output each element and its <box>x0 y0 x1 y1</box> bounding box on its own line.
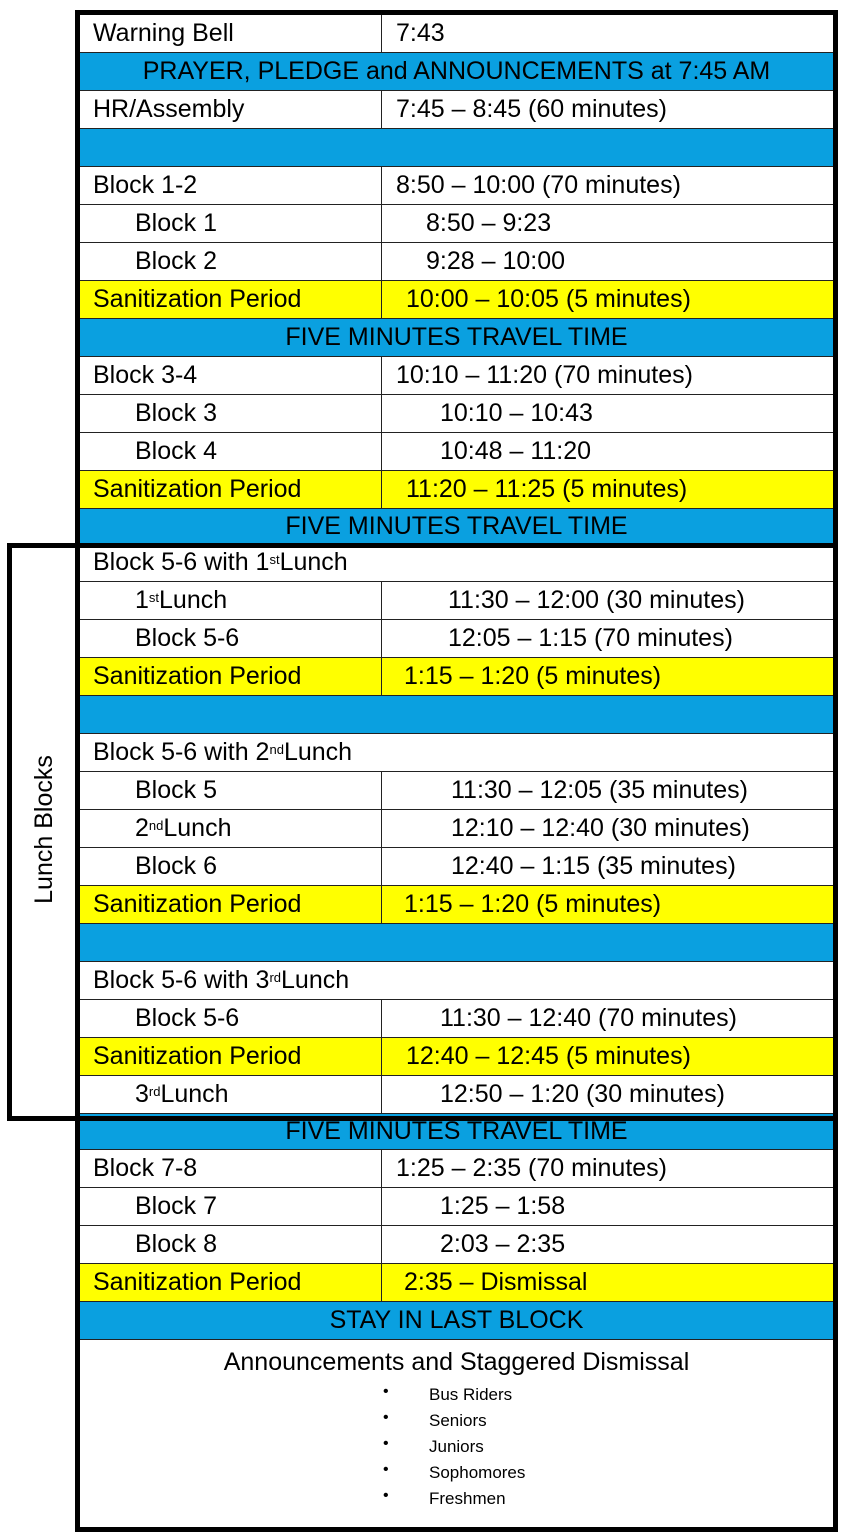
row-label-text: Block 4 <box>135 437 217 465</box>
period-name <box>80 15 382 52</box>
lunch-group-title <box>80 962 833 999</box>
schedule-row <box>80 810 833 848</box>
period-time: 12:40 – 12:45 (5 minutes) <box>406 1042 691 1070</box>
dismissal-list-item <box>80 1435 833 1461</box>
period-name <box>80 1188 382 1225</box>
period-name <box>80 1076 382 1113</box>
period-time: 8:50 – 9:23 <box>426 209 552 237</box>
row-label-superscript: st <box>269 552 280 567</box>
lunch-group-header <box>80 734 833 772</box>
period-time: 2:03 – 2:35 <box>440 1230 566 1258</box>
schedule-row <box>80 1000 833 1038</box>
band-text: PRAYER, PLEDGE and ANNOUNCEMENTS at 7:45 AM <box>142 57 771 85</box>
row-label-superscript: rd <box>269 970 282 985</box>
schedule-row <box>80 433 833 471</box>
period-name <box>80 658 382 695</box>
period-time: 1:25 – 2:35 (70 minutes) <box>396 1154 667 1182</box>
row-label-text: Sanitization Period <box>93 1268 302 1296</box>
row-label-text: Warning Bell <box>93 19 234 47</box>
row-label-text: Sanitization Period <box>93 475 302 503</box>
row-label-superscript: st <box>148 590 160 605</box>
sanitization-row <box>80 1264 833 1302</box>
row-label-superscript: rd <box>148 1084 161 1099</box>
band-text: STAY IN LAST BLOCK <box>329 1306 584 1334</box>
row-label-text: Block 5-6 <box>135 1004 240 1032</box>
lunch-group-header <box>80 544 833 582</box>
period-time: 12:05 – 1:15 (70 minutes) <box>448 624 733 652</box>
period-name <box>80 243 382 280</box>
period-name <box>80 471 382 508</box>
schedule-row <box>80 1076 833 1114</box>
row-label-suffix: Lunch <box>160 1080 229 1108</box>
bullet-icon: • <box>383 1487 389 1504</box>
dismissal-list-item <box>80 1409 833 1435</box>
row-label-text: Block 1-2 <box>93 171 198 199</box>
period-name <box>80 772 382 809</box>
period-name <box>80 810 382 847</box>
period-name <box>80 205 382 242</box>
sanitization-row <box>80 281 833 319</box>
dismissal-group: Freshmen <box>429 1489 506 1508</box>
period-name <box>80 848 382 885</box>
period-name <box>80 91 382 128</box>
lunch-group-header <box>80 962 833 1000</box>
dismissal-group: Bus Riders <box>429 1385 513 1404</box>
period-time: 11:30 – 12:05 (35 minutes) <box>451 776 748 804</box>
period-name <box>80 582 382 619</box>
period-time: 7:45 – 8:45 (60 minutes) <box>396 95 667 123</box>
row-label-text: 3 <box>135 1080 149 1108</box>
row-label-text: Sanitization Period <box>93 890 302 918</box>
sanitization-row <box>80 1038 833 1076</box>
schedule-row <box>80 395 833 433</box>
period-time: 12:40 – 1:15 (35 minutes) <box>451 852 736 880</box>
row-label-superscript: nd <box>269 742 284 757</box>
row-label-text: Block 7 <box>135 1192 217 1220</box>
bullet-icon: • <box>383 1383 389 1400</box>
bullet-icon: • <box>383 1435 389 1452</box>
schedule-row <box>80 91 833 129</box>
row-label-suffix: Lunch <box>163 814 232 842</box>
period-time: 1:15 – 1:20 (5 minutes) <box>404 890 662 918</box>
row-label-text: HR/Assembly <box>93 95 245 123</box>
period-time: 11:30 – 12:40 (70 minutes) <box>440 1004 737 1032</box>
period-name <box>80 886 382 923</box>
dismissal-title: Announcements and Staggered Dismissal <box>223 1348 690 1376</box>
band-text: FIVE MINUTES TRAVEL TIME <box>285 323 628 351</box>
schedule-row <box>80 357 833 395</box>
lunch-blocks-label-text: Lunch Blocks <box>29 755 58 904</box>
row-label-text: Block 1 <box>135 209 217 237</box>
schedule-table <box>75 10 838 1532</box>
period-name <box>80 620 382 657</box>
period-time: 12:10 – 12:40 (30 minutes) <box>451 814 750 842</box>
lunch-group-title <box>80 734 833 771</box>
row-label-text: Block 6 <box>135 852 217 880</box>
row-label-suffix: Lunch <box>279 548 348 576</box>
row-label-suffix: Lunch <box>281 966 350 994</box>
schedule-row <box>80 243 833 281</box>
period-time: 1:15 – 1:20 (5 minutes) <box>404 662 662 690</box>
period-time: 7:43 <box>396 19 445 47</box>
row-label-suffix: Lunch <box>283 738 353 766</box>
band-row <box>80 1114 833 1150</box>
band-row <box>80 53 833 91</box>
period-name <box>80 281 382 318</box>
period-time: 9:28 – 10:00 <box>426 247 566 275</box>
row-label-text: Block 5-6 <box>135 624 240 652</box>
dismissal-list-item <box>80 1383 833 1409</box>
period-name <box>80 1150 382 1187</box>
period-time: 10:10 – 11:20 (70 minutes) <box>396 361 693 389</box>
row-label-text: 1 <box>135 586 149 614</box>
row-label-text: Block 8 <box>135 1230 217 1258</box>
sanitization-row <box>80 886 833 924</box>
dismissal-list-item <box>80 1461 833 1487</box>
period-time: 11:20 – 11:25 (5 minutes) <box>406 475 688 503</box>
row-label-text: Block 5 <box>135 776 217 804</box>
schedule-row <box>80 620 833 658</box>
row-label-text: Block 5-6 with 2 <box>93 738 270 766</box>
period-time: 12:50 – 1:20 (30 minutes) <box>440 1080 725 1108</box>
period-name <box>80 1226 382 1263</box>
dismissal-list-item <box>80 1487 833 1513</box>
row-label-text: Block 3-4 <box>93 361 198 389</box>
row-label-text: Block 3 <box>135 399 217 427</box>
period-name <box>80 433 382 470</box>
spacer-band <box>80 129 833 167</box>
row-label-text: Block 5-6 with 3 <box>93 966 270 994</box>
dismissal-section <box>80 1340 833 1513</box>
schedule-row <box>80 582 833 620</box>
schedule-row <box>80 205 833 243</box>
period-time: 10:00 – 10:05 (5 minutes) <box>406 285 691 313</box>
schedule-row <box>80 1188 833 1226</box>
band-row <box>80 509 833 544</box>
row-label-text: 2 <box>135 814 149 842</box>
lunch-group-title <box>80 544 833 581</box>
period-time: 8:50 – 10:00 (70 minutes) <box>396 171 681 199</box>
band-text: FIVE MINUTES TRAVEL TIME <box>285 511 628 540</box>
dismissal-group: Juniors <box>429 1437 484 1456</box>
band-text: FIVE MINUTES TRAVEL TIME <box>285 1117 628 1145</box>
spacer-band <box>80 924 833 962</box>
schedule-row <box>80 167 833 205</box>
row-label-superscript: nd <box>148 818 164 833</box>
row-label-text: Sanitization Period <box>93 662 302 690</box>
period-time: 10:10 – 10:43 <box>440 399 593 427</box>
bullet-icon: • <box>383 1409 389 1426</box>
period-time: 1:25 – 1:58 <box>440 1192 566 1220</box>
period-time: 2:35 – Dismissal <box>404 1268 588 1296</box>
schedule-row <box>80 1226 833 1264</box>
band-text <box>80 129 833 166</box>
row-label-text: Sanitization Period <box>93 1042 302 1070</box>
period-name <box>80 357 382 394</box>
bullet-icon: • <box>383 1461 389 1478</box>
band-text <box>80 696 833 733</box>
schedule-row <box>80 848 833 886</box>
period-time: 11:30 – 12:00 (30 minutes) <box>448 586 745 614</box>
period-name <box>80 395 382 432</box>
period-name <box>80 167 382 204</box>
row-label-suffix: Lunch <box>159 586 228 614</box>
band-row <box>80 319 833 357</box>
row-label-text: Sanitization Period <box>93 285 302 313</box>
row-label-text: Block 7-8 <box>93 1154 198 1182</box>
row-label-text: Block 5-6 with 1 <box>93 548 270 576</box>
lunch-blocks-label <box>12 543 76 1116</box>
dismissal-order-list <box>80 1383 833 1513</box>
row-label-text: Block 2 <box>135 247 217 275</box>
period-name <box>80 1038 382 1075</box>
period-name <box>80 1000 382 1037</box>
schedule-row <box>80 1150 833 1188</box>
schedule-row <box>80 15 833 53</box>
period-time: 10:48 – 11:20 <box>440 437 592 465</box>
band-row <box>80 1302 833 1340</box>
sanitization-row <box>80 471 833 509</box>
schedule-row <box>80 772 833 810</box>
band-text <box>80 924 833 961</box>
sanitization-row <box>80 658 833 696</box>
spacer-band <box>80 696 833 734</box>
period-name <box>80 1264 382 1301</box>
dismissal-group: Seniors <box>429 1411 487 1430</box>
dismissal-group: Sophomores <box>429 1463 526 1482</box>
